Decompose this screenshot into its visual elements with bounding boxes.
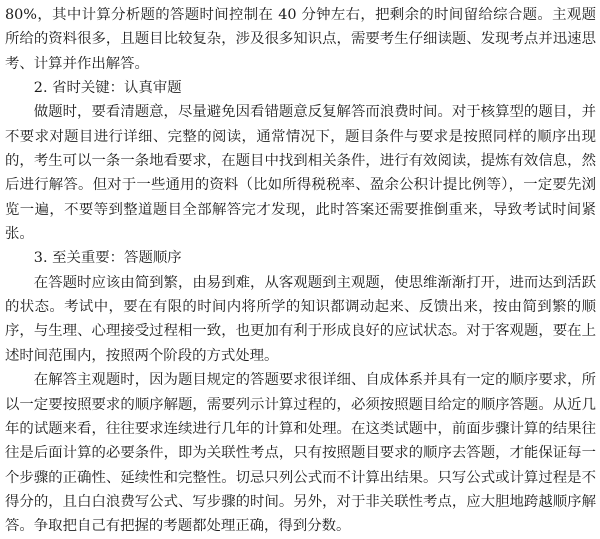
answer-order-paragraph: 在答题时应该由简到繁，由易到难，从客观题到主观题，使思维渐渐打开，进而达到活跃的状态。考试中，要在有限的时间内将所学的知识都调动起来、反馈出来，按由简到繁的顺序，与生理、心理接受过程相一致，也更加有利于形成良好的应试状态。对于客观题，要在上述时间范围内，按照两个阶段的方式处理。 (5, 274, 596, 364)
subjective-questions-paragraph: 在解答主观题时，因为题目规定的答题要求很详细、自成体系并具有一定的顺序要求，所以一定要按照要求的顺序解题，需要列示计算过程的，必须按照题目给定的顺序答题。从近几年的试题来看，往往要求连续进行几年的计算和处理。在这类试题中，前面步骤计算的结果往往是后面计算的必要条件，即为关联性考点，只有按照题目要求的顺序去答题，才能保证每一个步骤的正确性、延续性和完整性。切忌只列公式而不计算出结果。只写公式或计算过程是不得分的，且白白浪费写公式、写步骤的时间。另外，对于非关联性考点，应大胆地跨越顺序解答。争取把自己有把握的考题都处理正确，得到分数。 (5, 372, 596, 535)
reading-strategy-paragraph: 做题时，要看清题意，尽量避免因看错题意反复解答而浪费时间。对于核算型的题目，并不要求对题目进行详细、完整的阅读，通常情况下，题目条件与要求是按照同样的顺序出现的，考生可以一条一条地看要求，在题目中找到相关条件，进行有效阅读，提炼有效信息，然后进行解答。但对于一些通用的资料（比如所得税税率、盈余公积计提比例等），一定要先浏览一遍，不要等到整道题目全部解答完才发现，此时答案还需要推倒重来，导致考试时间紧张。 (5, 104, 596, 243)
intro-paragraph: 80%，其中计算分析题的答题时间控制在 40 分钟左右，把剩余的时间留给综合题。主观题所给的资料很多，且题目比较复杂，涉及很多知识点，需要考生仔细读题、发现考点并迅速思考、计算并作出解答。 (5, 7, 596, 72)
section-heading-answer-order: 3. 至关重要：答题顺序 (33, 250, 182, 267)
section-heading-time-saving: 2. 省时关键：认真审题 (33, 80, 182, 97)
